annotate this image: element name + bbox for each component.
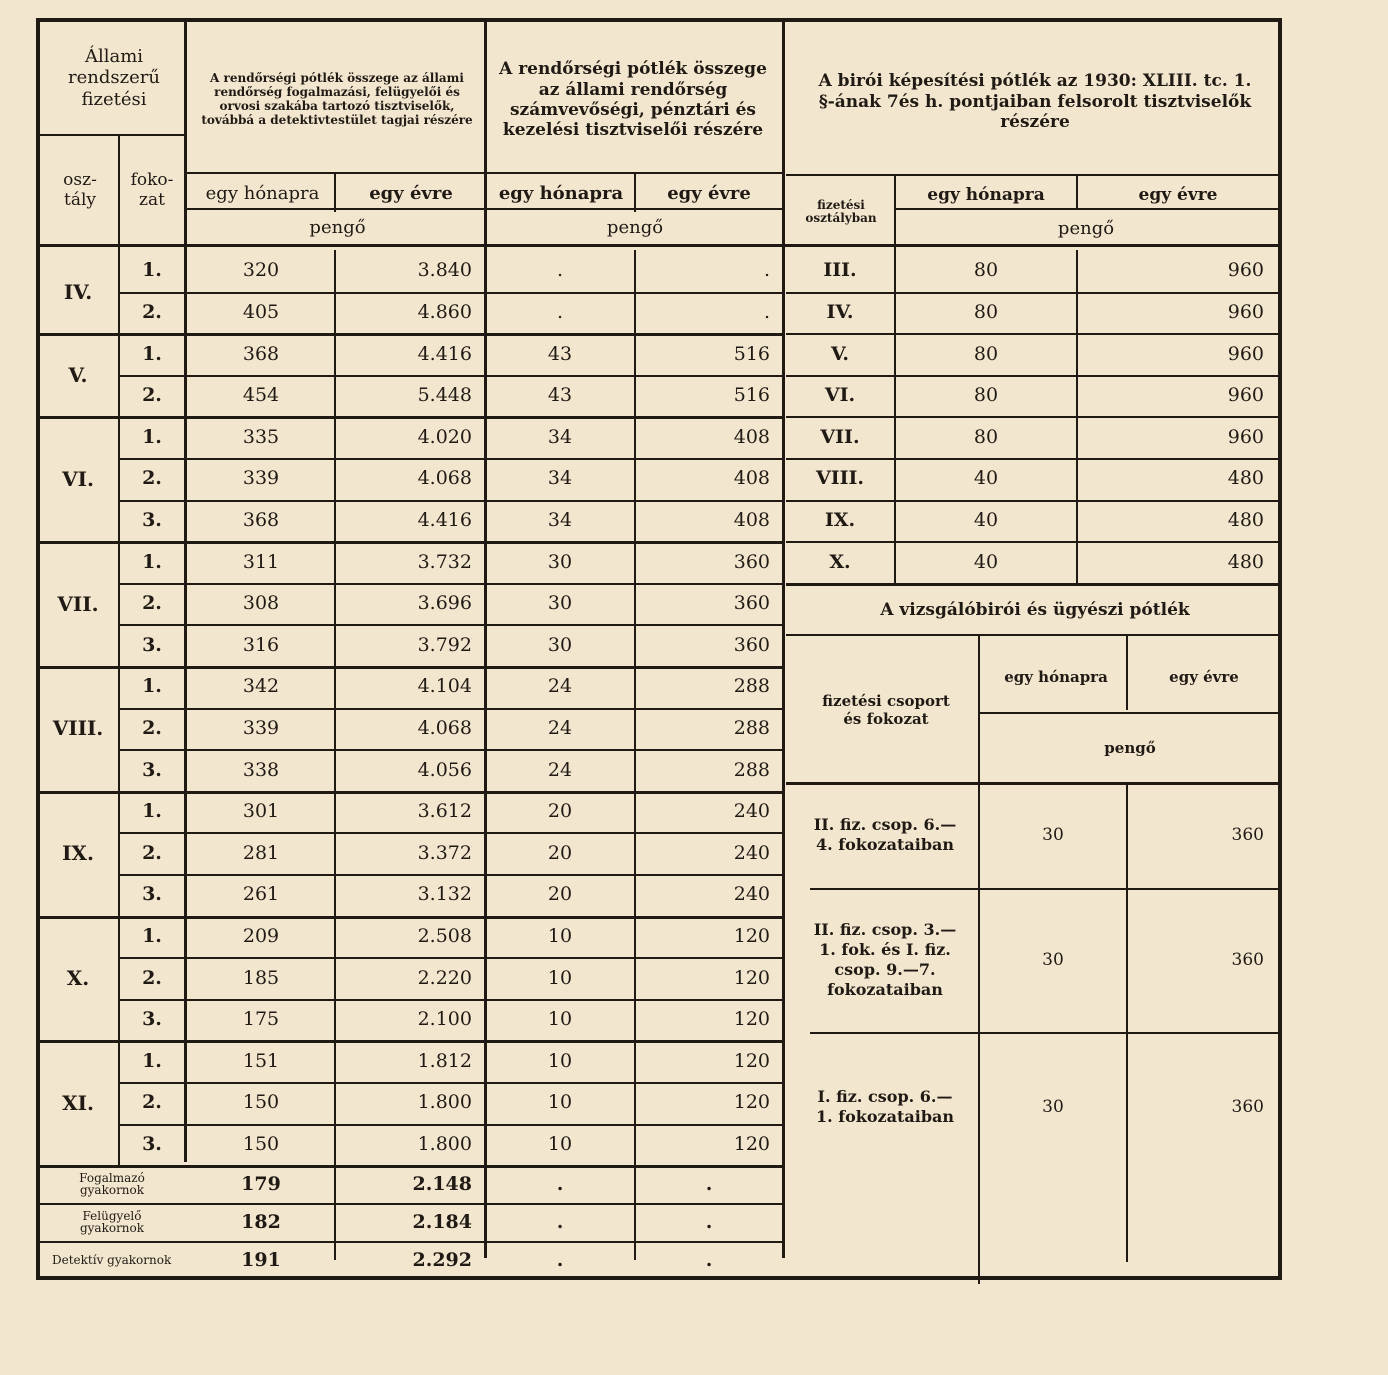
rule-v bbox=[978, 634, 980, 1284]
accounting-year-cell: 360 bbox=[733, 592, 770, 615]
accounting-year-cell: 120 bbox=[733, 1049, 770, 1072]
accounting-year-cell: 360 bbox=[733, 633, 770, 656]
police-year-cell: 2.100 bbox=[417, 1008, 472, 1031]
police-month-cell: 209 bbox=[242, 924, 280, 947]
class-label: XI. bbox=[62, 1090, 94, 1115]
police-month-cell: 335 bbox=[242, 425, 280, 448]
exam-group-cell: II. fiz. csop. 3.—1. fok. és I. fiz. csop. 9.—7. fokozataiban bbox=[813, 920, 957, 999]
trainee-accounting-year: . bbox=[705, 1248, 713, 1271]
rule-h bbox=[40, 791, 782, 794]
accounting-month-cell: 10 bbox=[547, 1132, 573, 1155]
police-year-cell: 4.860 bbox=[417, 300, 472, 323]
accounting-year-cell: . bbox=[763, 259, 770, 282]
police-year-cell: 4.020 bbox=[417, 425, 472, 448]
header-grade: foko-zat bbox=[130, 169, 174, 210]
police-month-cell: 339 bbox=[242, 467, 280, 490]
police-month-cell: 342 bbox=[242, 675, 280, 698]
rule-h bbox=[120, 375, 782, 377]
class-label: IV. bbox=[63, 279, 93, 304]
police-month-cell: 185 bbox=[242, 966, 280, 989]
rule-h bbox=[120, 957, 782, 959]
accounting-year-cell: 240 bbox=[733, 883, 770, 906]
police-year-cell: 1.800 bbox=[417, 1132, 472, 1155]
header-police-month: egy hónapra bbox=[205, 183, 320, 205]
exam-group-cell: I. fiz. csop. 6.—1. fokozataiban bbox=[815, 1087, 955, 1126]
accounting-month-cell: 10 bbox=[547, 1049, 573, 1072]
accounting-year-cell: . bbox=[763, 300, 770, 323]
rule-h bbox=[786, 541, 1278, 543]
header-accounting-allowance: A rendőrségi pótlék összege az állami rendőrség számvevőségi, pénztári és kezelési tisztviselői részére bbox=[499, 59, 767, 141]
rule-h bbox=[120, 1082, 782, 1084]
rule-h bbox=[186, 172, 782, 174]
header-accounting-month: egy hónapra bbox=[498, 183, 624, 205]
accounting-month-cell: 20 bbox=[547, 841, 573, 864]
trainee-accounting-year: . bbox=[705, 1210, 713, 1233]
rule-h bbox=[40, 1040, 782, 1043]
class-label: VIII. bbox=[52, 716, 104, 741]
header-judge-month: egy hónapra bbox=[927, 184, 1045, 205]
rule-h bbox=[896, 208, 1278, 210]
rule-h bbox=[40, 1241, 782, 1243]
accounting-year-cell: 240 bbox=[733, 841, 770, 864]
police-year-cell: 1.800 bbox=[417, 1091, 472, 1114]
header-judge-allowance: A birói képesítési pótlék az 1930: XLIII. tc. 1. §-ának 7és h. pontjaiban felsorolt tisztviselők részére bbox=[818, 71, 1252, 133]
rule-h bbox=[120, 749, 782, 751]
police-year-cell: 2.220 bbox=[417, 966, 472, 989]
trainee-accounting-month: . bbox=[556, 1172, 564, 1195]
exam-year-cell: 360 bbox=[1231, 949, 1264, 970]
grade-cell: 2. bbox=[142, 300, 162, 323]
rule-h bbox=[120, 500, 782, 502]
police-year-cell: 2.508 bbox=[417, 924, 472, 947]
rule-h bbox=[40, 916, 782, 919]
grade-cell: 3. bbox=[142, 1008, 162, 1031]
rule-v bbox=[334, 172, 336, 212]
grade-cell: 2. bbox=[142, 841, 162, 864]
rule-v bbox=[782, 22, 785, 1258]
police-month-cell: 368 bbox=[242, 508, 280, 531]
accounting-month-cell: 10 bbox=[547, 1091, 573, 1114]
exam-group-cell: II. fiz. csop. 6.—4. fokozataiban bbox=[813, 815, 957, 854]
accounting-month-cell: 20 bbox=[547, 883, 573, 906]
grade-cell: 3. bbox=[142, 1132, 162, 1155]
rule-v bbox=[118, 134, 120, 250]
rule-v bbox=[634, 172, 636, 212]
accounting-year-cell: 516 bbox=[733, 384, 770, 407]
judge-month-cell: 80 bbox=[973, 384, 999, 407]
police-month-cell: 308 bbox=[242, 592, 280, 615]
accounting-year-cell: 120 bbox=[733, 1091, 770, 1114]
accounting-month-cell: 30 bbox=[547, 592, 573, 615]
police-year-cell: 4.068 bbox=[417, 467, 472, 490]
judge-class-cell: IX. bbox=[824, 508, 856, 531]
rule-h bbox=[810, 1032, 1278, 1034]
police-month-cell: 405 bbox=[242, 300, 280, 323]
class-label: VII. bbox=[57, 591, 99, 616]
grade-cell: 2. bbox=[142, 384, 162, 407]
police-month-cell: 150 bbox=[242, 1091, 280, 1114]
accounting-year-cell: 240 bbox=[733, 800, 770, 823]
police-month-cell: 311 bbox=[242, 550, 280, 573]
rule-h bbox=[40, 134, 184, 136]
police-month-cell: 338 bbox=[242, 758, 280, 781]
judge-year-cell: 960 bbox=[1227, 342, 1264, 365]
police-month-cell: 368 bbox=[242, 342, 280, 365]
grade-cell: 2. bbox=[142, 592, 162, 615]
rule-h bbox=[786, 458, 1278, 460]
rule-h bbox=[40, 541, 782, 544]
header-exam-year: egy évre bbox=[1169, 668, 1239, 686]
header-exam-month: egy hónapra bbox=[1004, 668, 1108, 686]
rule-v bbox=[334, 250, 336, 1260]
accounting-month-cell: 10 bbox=[547, 1008, 573, 1031]
police-year-cell: 3.612 bbox=[417, 800, 472, 823]
rule-h bbox=[786, 416, 1278, 418]
header-exam-unit: pengő bbox=[1104, 739, 1156, 757]
judge-month-cell: 40 bbox=[973, 550, 999, 573]
grade-cell: 1. bbox=[142, 800, 162, 823]
rule-h bbox=[786, 782, 1278, 785]
accounting-year-cell: 120 bbox=[733, 1008, 770, 1031]
rule-h bbox=[40, 1165, 782, 1168]
grade-cell: 2. bbox=[142, 716, 162, 739]
judge-year-cell: 480 bbox=[1227, 508, 1264, 531]
grade-cell: 3. bbox=[142, 883, 162, 906]
rule-h bbox=[40, 1203, 782, 1205]
accounting-month-cell: 24 bbox=[547, 758, 573, 781]
header-judge-class: fizetési osztályban bbox=[805, 198, 877, 225]
accounting-month-cell: 30 bbox=[547, 550, 573, 573]
rule-h bbox=[120, 708, 782, 710]
rule-h bbox=[186, 208, 782, 210]
rule-h bbox=[120, 874, 782, 876]
police-year-cell: 3.840 bbox=[417, 259, 472, 282]
header-police-unit: pengő bbox=[309, 217, 366, 239]
judge-month-cell: 40 bbox=[973, 508, 999, 531]
police-year-cell: 3.372 bbox=[417, 841, 472, 864]
accounting-year-cell: 516 bbox=[733, 342, 770, 365]
rule-h bbox=[786, 292, 1278, 294]
header-state-salary: Állami rendszerű fizetési bbox=[68, 45, 160, 110]
accounting-month-cell: 10 bbox=[547, 924, 573, 947]
header-class: osz-tály bbox=[63, 169, 97, 210]
grade-cell: 1. bbox=[142, 425, 162, 448]
police-month-cell: 175 bbox=[242, 1008, 280, 1031]
class-label: X. bbox=[66, 965, 90, 990]
accounting-year-cell: 360 bbox=[733, 550, 770, 573]
trainee-police-year: 2.292 bbox=[412, 1248, 472, 1271]
rule-v bbox=[634, 250, 636, 1260]
police-year-cell: 1.812 bbox=[417, 1049, 472, 1072]
police-month-cell: 301 bbox=[242, 800, 280, 823]
police-month-cell: 454 bbox=[242, 384, 280, 407]
accounting-year-cell: 408 bbox=[733, 425, 770, 448]
accounting-month-cell: . bbox=[556, 259, 564, 282]
exam-year-cell: 360 bbox=[1231, 824, 1264, 845]
police-month-cell: 339 bbox=[242, 716, 280, 739]
trainee-accounting-year: . bbox=[705, 1172, 713, 1195]
rule-h bbox=[120, 832, 782, 834]
rule-v bbox=[1126, 634, 1128, 710]
police-year-cell: 3.696 bbox=[417, 592, 472, 615]
accounting-month-cell: 24 bbox=[547, 716, 573, 739]
accounting-year-cell: 288 bbox=[733, 716, 770, 739]
rule-v bbox=[1126, 782, 1128, 1262]
header-judge-year: egy évre bbox=[1138, 184, 1218, 205]
judge-class-cell: VIII. bbox=[815, 467, 865, 490]
accounting-month-cell: 34 bbox=[547, 508, 573, 531]
grade-cell: 1. bbox=[142, 342, 162, 365]
police-year-cell: 3.132 bbox=[417, 883, 472, 906]
police-month-cell: 151 bbox=[242, 1049, 280, 1072]
rule-h bbox=[810, 888, 1278, 890]
accounting-year-cell: 288 bbox=[733, 675, 770, 698]
judge-class-cell: X. bbox=[829, 550, 851, 573]
judge-year-cell: 960 bbox=[1227, 425, 1264, 448]
police-year-cell: 4.416 bbox=[417, 508, 472, 531]
accounting-year-cell: 408 bbox=[733, 508, 770, 531]
trainee-police-month: 179 bbox=[241, 1172, 281, 1195]
header-exam-group: fizetési csoport és fokozat bbox=[822, 692, 950, 728]
rule-h bbox=[120, 292, 782, 294]
rule-h bbox=[120, 624, 782, 626]
police-month-cell: 281 bbox=[242, 841, 280, 864]
accounting-year-cell: 408 bbox=[733, 467, 770, 490]
header-accounting-unit: pengő bbox=[606, 217, 664, 239]
judge-class-cell: IV. bbox=[826, 300, 854, 323]
judge-year-cell: 480 bbox=[1227, 467, 1264, 490]
allowance-table bbox=[36, 18, 1282, 1280]
police-month-cell: 150 bbox=[242, 1132, 280, 1155]
accounting-month-cell: 30 bbox=[547, 633, 573, 656]
exam-year-cell: 360 bbox=[1231, 1096, 1264, 1117]
police-year-cell: 3.732 bbox=[417, 550, 472, 573]
police-year-cell: 4.104 bbox=[417, 675, 472, 698]
judge-class-cell: VII. bbox=[820, 425, 860, 448]
rule-h bbox=[120, 583, 782, 585]
judge-class-cell: III. bbox=[823, 259, 857, 282]
judge-month-cell: 40 bbox=[973, 467, 999, 490]
grade-cell: 1. bbox=[142, 259, 162, 282]
class-label: VI. bbox=[62, 466, 94, 491]
judge-class-cell: VI. bbox=[824, 384, 856, 407]
police-month-cell: 316 bbox=[242, 633, 280, 656]
accounting-month-cell: . bbox=[556, 300, 564, 323]
police-year-cell: 4.416 bbox=[417, 342, 472, 365]
accounting-month-cell: 43 bbox=[547, 384, 573, 407]
rule-h bbox=[120, 1124, 782, 1126]
grade-cell: 1. bbox=[142, 675, 162, 698]
police-year-cell: 3.792 bbox=[417, 633, 472, 656]
judge-month-cell: 80 bbox=[973, 425, 999, 448]
accounting-month-cell: 10 bbox=[547, 966, 573, 989]
trainee-label: Fogalmazó gyakornok bbox=[79, 1170, 145, 1198]
rule-v bbox=[184, 22, 187, 1162]
judge-class-cell: V. bbox=[830, 342, 850, 365]
rule-h bbox=[40, 244, 1278, 247]
rule-h bbox=[786, 500, 1278, 502]
trainee-accounting-month: . bbox=[556, 1210, 564, 1233]
rule-v bbox=[894, 250, 896, 583]
rule-h bbox=[786, 634, 1278, 636]
judge-month-cell: 80 bbox=[973, 300, 999, 323]
header-police-year: egy évre bbox=[369, 183, 453, 205]
trainee-police-year: 2.148 bbox=[412, 1172, 472, 1195]
grade-cell: 3. bbox=[142, 633, 162, 656]
rule-h bbox=[980, 712, 1278, 714]
accounting-month-cell: 20 bbox=[547, 800, 573, 823]
trainee-police-month: 191 bbox=[241, 1248, 281, 1271]
accounting-month-cell: 34 bbox=[547, 467, 573, 490]
trainee-police-month: 182 bbox=[241, 1210, 281, 1233]
police-year-cell: 4.068 bbox=[417, 716, 472, 739]
grade-cell: 3. bbox=[142, 508, 162, 531]
judge-year-cell: 960 bbox=[1227, 384, 1264, 407]
accounting-year-cell: 288 bbox=[733, 758, 770, 781]
trainee-accounting-month: . bbox=[556, 1248, 564, 1271]
police-year-cell: 4.056 bbox=[417, 758, 472, 781]
police-month-cell: 261 bbox=[242, 883, 280, 906]
rule-h bbox=[120, 999, 782, 1001]
accounting-month-cell: 24 bbox=[547, 675, 573, 698]
judge-year-cell: 960 bbox=[1227, 300, 1264, 323]
police-month-cell: 320 bbox=[242, 259, 280, 282]
grade-cell: 2. bbox=[142, 1091, 162, 1114]
exam-month-cell: 30 bbox=[1042, 1096, 1064, 1117]
rule-h bbox=[786, 375, 1278, 377]
grade-cell: 1. bbox=[142, 1049, 162, 1072]
grade-cell: 1. bbox=[142, 924, 162, 947]
class-label: IX. bbox=[62, 841, 94, 866]
accounting-month-cell: 43 bbox=[547, 342, 573, 365]
trainee-label: Detektív gyakornok bbox=[52, 1252, 172, 1267]
rule-h bbox=[786, 174, 1278, 176]
grade-cell: 1. bbox=[142, 550, 162, 573]
rule-h bbox=[40, 333, 782, 336]
accounting-year-cell: 120 bbox=[733, 1132, 770, 1155]
header-exam-allowance: A vizsgálóbirói és ügyészi pótlék bbox=[880, 599, 1190, 620]
accounting-year-cell: 120 bbox=[733, 924, 770, 947]
accounting-year-cell: 120 bbox=[733, 966, 770, 989]
rule-v bbox=[1076, 174, 1078, 210]
judge-year-cell: 960 bbox=[1227, 259, 1264, 282]
header-accounting-year: egy évre bbox=[667, 183, 751, 205]
rule-h bbox=[40, 666, 782, 669]
exam-month-cell: 30 bbox=[1042, 949, 1064, 970]
header-judge-unit: pengő bbox=[1057, 218, 1115, 240]
exam-month-cell: 30 bbox=[1042, 824, 1064, 845]
rule-h bbox=[786, 333, 1278, 335]
rule-v bbox=[1076, 250, 1078, 583]
rule-h bbox=[786, 583, 1278, 586]
class-label: V. bbox=[68, 362, 88, 387]
grade-cell: 2. bbox=[142, 467, 162, 490]
trainee-police-year: 2.184 bbox=[412, 1210, 472, 1233]
grade-cell: 3. bbox=[142, 758, 162, 781]
header-police-allowance: A rendőrségi pótlék összege az állami rendőrség fogalmazási, felügyelői és orvosi szakába tartozó tisztviselők, továbbá a detektivtestület tagjai részére bbox=[201, 71, 473, 127]
accounting-month-cell: 34 bbox=[547, 425, 573, 448]
police-year-cell: 5.448 bbox=[417, 384, 472, 407]
rule-v bbox=[118, 250, 120, 1165]
rule-h bbox=[120, 458, 782, 460]
judge-year-cell: 480 bbox=[1227, 550, 1264, 573]
grade-cell: 2. bbox=[142, 966, 162, 989]
trainee-label: Felügyelő gyakornok bbox=[79, 1208, 145, 1236]
judge-month-cell: 80 bbox=[973, 259, 999, 282]
judge-month-cell: 80 bbox=[973, 342, 999, 365]
rule-h bbox=[40, 416, 782, 419]
